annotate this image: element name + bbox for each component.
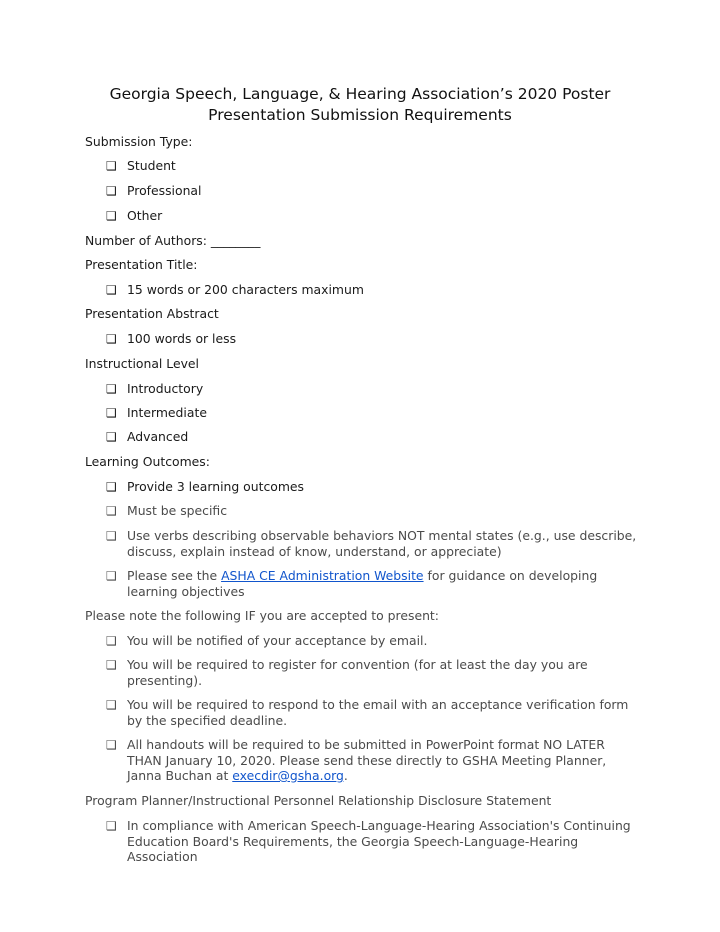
checkbox-icon[interactable]: ❑	[106, 283, 117, 297]
level-option-introductory[interactable]	[106, 381, 637, 398]
checkbox-icon[interactable]: ❑	[106, 634, 117, 648]
learning-outcomes-heading: Learning Outcomes:	[85, 454, 210, 469]
option-label: Other	[127, 208, 163, 223]
option-label: Introductory	[127, 381, 204, 396]
list-item	[106, 568, 637, 599]
level-option-intermediate[interactable]	[106, 405, 637, 422]
checkbox-icon[interactable]: ❑	[106, 569, 117, 583]
checkbox-icon[interactable]: ❑	[106, 406, 117, 420]
item-text-suffix: for guidance on developing learning objectives	[127, 568, 598, 599]
item-text	[127, 737, 637, 784]
item-text	[127, 568, 637, 599]
execdir-email-link[interactable]: execdir@gsha.org	[232, 768, 344, 783]
presentation-abstract-heading: Presentation Abstract	[85, 306, 219, 321]
checkbox-icon[interactable]: ❑	[106, 738, 117, 752]
list-item	[106, 818, 637, 865]
item-text: Use verbs describing observable behaviors NOT mental states (e.g., use describe, discuss, explain instead of know, understand, or appreciate)	[127, 528, 637, 559]
option-label: Intermediate	[127, 405, 207, 420]
item-text: In compliance with American Speech-Language-Hearing Association's Continuing Education Board's Requirements, the Georgia Speech-Language-Hearing Association	[127, 818, 631, 864]
item-text-prefix: All handouts will be required to be submitted in PowerPoint format NO LATER THAN January 10, 2020. Please send these directly to GSHA Meeting Planner, Janna Buchan at	[127, 737, 607, 783]
list-item	[106, 633, 637, 650]
submission-option-professional[interactable]	[106, 183, 637, 200]
item-text: 15 words or 200 characters maximum	[127, 282, 364, 297]
acceptance-notes-heading: Please note the following IF you are accepted to present:	[85, 608, 439, 623]
checkbox-icon[interactable]: ❑	[106, 430, 117, 444]
checkbox-icon[interactable]: ❑	[106, 209, 117, 223]
option-label: Student	[127, 158, 176, 173]
presentation-title-heading: Presentation Title:	[85, 257, 198, 272]
checkbox-icon[interactable]: ❑	[106, 819, 117, 833]
item-text: 100 words or less	[127, 331, 237, 346]
number-of-authors-field: Number of Authors: ________	[85, 233, 261, 248]
checkbox-icon[interactable]: ❑	[106, 184, 117, 198]
list-item	[106, 503, 637, 520]
submission-type-heading: Submission Type:	[85, 134, 193, 149]
title-line-1: Georgia Speech, Language, & Hearing Association’s 2020 Poster	[109, 85, 611, 103]
checkbox-icon[interactable]: ❑	[106, 159, 117, 173]
level-option-advanced[interactable]	[106, 429, 637, 446]
checkbox-icon[interactable]: ❑	[106, 382, 117, 396]
list-item	[106, 697, 637, 728]
instructional-level-heading: Instructional Level	[85, 356, 199, 371]
submission-option-student[interactable]	[106, 158, 637, 175]
title-line-2: Presentation Submission Requirements	[208, 106, 512, 124]
checkbox-icon[interactable]: ❑	[106, 698, 117, 712]
item-text-prefix: Please see the	[127, 568, 222, 583]
document-title	[60, 84, 660, 126]
checkbox-icon[interactable]: ❑	[106, 529, 117, 543]
list-item	[106, 737, 637, 784]
list-item	[106, 331, 637, 348]
item-text: Must be specific	[127, 503, 228, 518]
asha-ce-website-link[interactable]: ASHA CE Administration Website	[221, 568, 424, 583]
option-label: Professional	[127, 183, 202, 198]
item-text-suffix: .	[343, 768, 348, 783]
list-item	[106, 657, 637, 688]
item-text: You will be required to respond to the email with an acceptance verification form by the specified deadline.	[127, 697, 629, 728]
list-item	[106, 479, 637, 496]
list-item	[106, 528, 637, 559]
item-text: You will be required to register for convention (for at least the day you are presenting).	[127, 657, 588, 688]
list-item	[106, 282, 637, 299]
item-text: Provide 3 learning outcomes	[127, 479, 305, 494]
checkbox-icon[interactable]: ❑	[106, 658, 117, 672]
item-text: You will be notified of your acceptance by email.	[127, 633, 428, 648]
option-label: Advanced	[127, 429, 189, 444]
checkbox-icon[interactable]: ❑	[106, 504, 117, 518]
disclosure-heading: Program Planner/Instructional Personnel Relationship Disclosure Statement	[85, 793, 552, 808]
submission-option-other[interactable]	[106, 208, 637, 225]
checkbox-icon[interactable]: ❑	[106, 332, 117, 346]
checkbox-icon[interactable]: ❑	[106, 480, 117, 494]
